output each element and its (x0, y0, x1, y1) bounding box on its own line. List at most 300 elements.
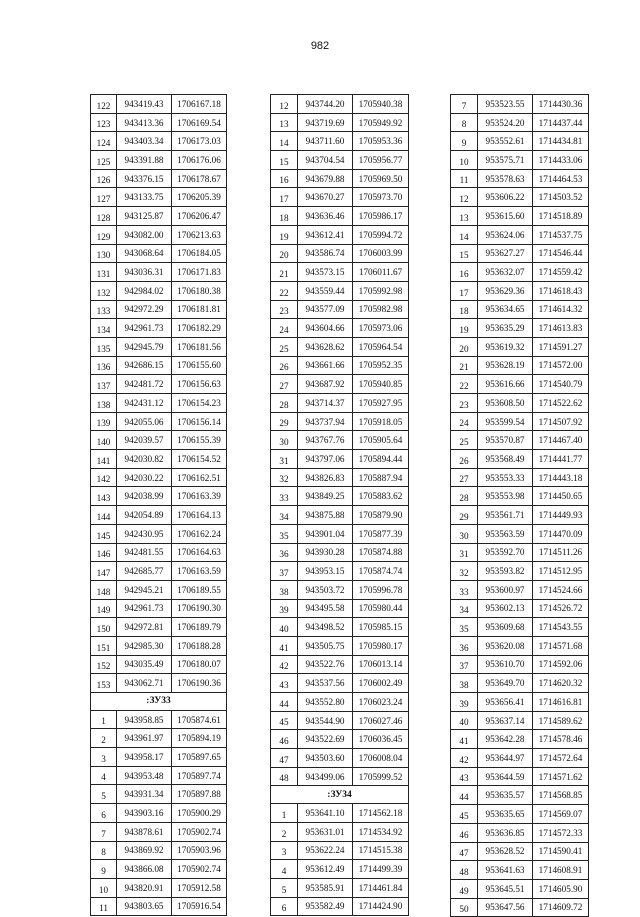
y-coordinate-cell: 1714511.26 (533, 543, 589, 562)
x-coordinate-cell: 953553.98 (478, 487, 533, 506)
table-row (451, 412, 589, 431)
table-row (271, 225, 409, 244)
x-coordinate-cell: 953578.63 (478, 169, 533, 188)
y-coordinate-cell: 1706184.05 (172, 244, 227, 263)
table-row (271, 468, 409, 487)
point-number-cell: 7 (91, 822, 117, 841)
point-number-cell: 50 (451, 898, 478, 917)
point-number-cell: 32 (271, 468, 298, 487)
table-row (451, 730, 589, 749)
table-row (91, 225, 227, 244)
y-coordinate-cell: 1705874.88 (353, 543, 409, 562)
table-row (271, 450, 409, 469)
x-coordinate-cell: 942481.72 (117, 375, 172, 394)
x-coordinate-cell: 943826.83 (298, 468, 353, 487)
y-coordinate-cell: 1706155.60 (172, 356, 227, 375)
x-coordinate-cell: 943711.60 (298, 132, 353, 151)
point-number-cell: 4 (91, 766, 117, 785)
point-number-cell: 27 (451, 468, 478, 487)
y-coordinate-cell: 1706003.99 (353, 244, 409, 263)
point-number-cell: 14 (451, 225, 478, 244)
x-coordinate-cell: 943737.94 (298, 412, 353, 431)
table-row (271, 188, 409, 207)
y-coordinate-cell: 1705982.98 (353, 300, 409, 319)
y-coordinate-cell: 1705902.74 (172, 822, 227, 841)
y-coordinate-cell: 1714540.79 (533, 375, 589, 394)
x-coordinate-cell: 953622.24 (298, 841, 353, 860)
point-number-cell: 137 (91, 375, 117, 394)
point-number-cell: 133 (91, 300, 117, 319)
x-coordinate-cell: 942984.02 (117, 281, 172, 300)
x-coordinate-cell: 953644.59 (478, 767, 533, 786)
point-number-cell: 21 (271, 263, 298, 282)
table-row (271, 300, 409, 319)
point-number-cell: 49 (451, 879, 478, 898)
y-coordinate-cell: 1714441.77 (533, 450, 589, 469)
y-coordinate-cell: 1714613.83 (533, 319, 589, 338)
x-coordinate-cell: 953612.49 (298, 860, 353, 879)
y-coordinate-cell: 1706163.59 (172, 562, 227, 581)
y-coordinate-cell: 1706154.23 (172, 394, 227, 413)
point-number-cell: 2 (271, 822, 298, 841)
table-row (451, 431, 589, 450)
point-number-cell: 30 (451, 524, 478, 543)
point-number-cell: 25 (271, 337, 298, 356)
x-coordinate-cell: 953635.65 (478, 805, 533, 824)
point-number-cell: 41 (451, 730, 478, 749)
point-number-cell: 33 (451, 580, 478, 599)
point-number-cell: 47 (451, 842, 478, 861)
table-row (451, 562, 589, 581)
table-row (451, 711, 589, 730)
y-coordinate-cell: 1705927.95 (353, 394, 409, 413)
x-coordinate-cell: 943714.37 (298, 394, 353, 413)
table-row (91, 655, 227, 674)
table-row (271, 580, 409, 599)
x-coordinate-cell: 953628.52 (478, 842, 533, 861)
y-coordinate-cell: 1714515.38 (353, 841, 409, 860)
y-coordinate-cell: 1706036.45 (353, 730, 409, 749)
x-coordinate-cell: 953609.68 (478, 618, 533, 637)
point-number-cell: 37 (271, 562, 298, 581)
y-coordinate-cell: 1714499.39 (353, 860, 409, 879)
point-number-cell: 135 (91, 337, 117, 356)
table-row (451, 599, 589, 618)
y-coordinate-cell: 1714470.09 (533, 524, 589, 543)
table-row (91, 729, 227, 748)
y-coordinate-cell: 1705952.35 (353, 356, 409, 375)
x-coordinate-cell: 943552.80 (298, 693, 353, 712)
table-row (91, 580, 227, 599)
table-row (271, 375, 409, 394)
y-coordinate-cell: 1705874.74 (353, 562, 409, 581)
y-coordinate-cell: 1706162.51 (172, 468, 227, 487)
x-coordinate-cell: 943419.43 (117, 95, 172, 114)
y-coordinate-cell: 1705940.85 (353, 375, 409, 394)
table-row (91, 431, 227, 450)
y-coordinate-cell: 1714449.93 (533, 506, 589, 525)
x-coordinate-cell: 943958.17 (117, 748, 172, 767)
y-coordinate-cell: 1705902.74 (172, 860, 227, 879)
x-coordinate-cell: 943670.27 (298, 188, 353, 207)
point-number-cell: 142 (91, 468, 117, 487)
x-coordinate-cell: 943878.61 (117, 822, 172, 841)
table-row (91, 860, 227, 879)
x-coordinate-cell: 942030.22 (117, 468, 172, 487)
point-number-cell: 6 (91, 804, 117, 823)
point-number-cell: 8 (451, 113, 478, 132)
x-coordinate-cell: 953563.59 (478, 524, 533, 543)
y-coordinate-cell: 1705883.62 (353, 487, 409, 506)
point-number-cell: 8 (91, 841, 117, 860)
x-coordinate-cell: 943958.85 (117, 710, 172, 729)
table-row (451, 636, 589, 655)
x-coordinate-cell: 942039.57 (117, 431, 172, 450)
point-number-cell: 3 (91, 748, 117, 767)
y-coordinate-cell: 1706181.56 (172, 337, 227, 356)
x-coordinate-cell: 953628.19 (478, 356, 533, 375)
table-row (91, 300, 227, 319)
y-coordinate-cell: 1706011.67 (353, 263, 409, 282)
point-number-cell: 41 (271, 636, 298, 655)
point-number-cell: 14 (271, 132, 298, 151)
point-number-cell: 35 (271, 524, 298, 543)
table-row (451, 823, 589, 842)
point-number-cell: 1 (271, 804, 298, 823)
x-coordinate-cell: 953642.28 (478, 730, 533, 749)
point-number-cell: 29 (271, 412, 298, 431)
point-number-cell: 19 (451, 319, 478, 338)
x-coordinate-cell: 953656.41 (478, 693, 533, 712)
y-coordinate-cell: 1714592.06 (533, 655, 589, 674)
point-number-cell: 4 (271, 860, 298, 879)
x-coordinate-cell: 953599.54 (478, 412, 533, 431)
table-row (451, 450, 589, 469)
y-coordinate-cell: 1706176.06 (172, 151, 227, 170)
y-coordinate-cell: 1714569.07 (533, 805, 589, 824)
table-row (91, 804, 227, 823)
y-coordinate-cell: 1705992.98 (353, 281, 409, 300)
table-row (271, 244, 409, 263)
point-number-cell: 12 (271, 95, 298, 114)
table-row (451, 337, 589, 356)
table-row (271, 674, 409, 693)
x-coordinate-cell: 953637.14 (478, 711, 533, 730)
y-coordinate-cell: 1714618.43 (533, 281, 589, 300)
point-number-cell: 149 (91, 599, 117, 618)
x-coordinate-cell: 943503.60 (298, 749, 353, 768)
table-row (271, 263, 409, 282)
x-coordinate-cell: 943719.69 (298, 113, 353, 132)
y-coordinate-cell: 1714616.81 (533, 693, 589, 712)
table-row (271, 487, 409, 506)
point-number-cell: 122 (91, 95, 117, 114)
x-coordinate-cell: 943391.88 (117, 151, 172, 170)
y-coordinate-cell: 1714608.91 (533, 861, 589, 880)
y-coordinate-cell: 1705969.50 (353, 169, 409, 188)
y-coordinate-cell: 1706164.63 (172, 543, 227, 562)
x-coordinate-cell: 943376.15 (117, 169, 172, 188)
point-number-cell: 147 (91, 562, 117, 581)
point-number-cell: 15 (451, 244, 478, 263)
table-row (91, 95, 227, 114)
point-number-cell: 146 (91, 543, 117, 562)
y-coordinate-cell: 1705949.92 (353, 113, 409, 132)
x-coordinate-cell: 943953.48 (117, 766, 172, 785)
table-row (91, 450, 227, 469)
y-coordinate-cell: 1714578.46 (533, 730, 589, 749)
point-number-cell: 37 (451, 655, 478, 674)
section-header: :ЗУ34 (271, 786, 409, 804)
x-coordinate-cell: 943704.54 (298, 151, 353, 170)
x-coordinate-cell: 942961.73 (117, 319, 172, 338)
y-coordinate-cell: 1706180.38 (172, 281, 227, 300)
y-coordinate-cell: 1714568.85 (533, 786, 589, 805)
table-row (271, 711, 409, 730)
point-number-cell: 9 (451, 132, 478, 151)
x-coordinate-cell: 953624.06 (478, 225, 533, 244)
point-number-cell: 40 (271, 618, 298, 637)
y-coordinate-cell: 1705912.58 (172, 878, 227, 897)
x-coordinate-cell: 943082.00 (117, 225, 172, 244)
table-row (271, 319, 409, 338)
y-coordinate-cell: 1706180.07 (172, 655, 227, 674)
point-number-cell: 46 (271, 730, 298, 749)
table-row (271, 767, 409, 786)
x-coordinate-cell: 942972.81 (117, 618, 172, 637)
x-coordinate-cell: 943577.09 (298, 300, 353, 319)
x-coordinate-cell: 943931.34 (117, 785, 172, 804)
x-coordinate-cell: 943903.16 (117, 804, 172, 823)
x-coordinate-cell: 943499.06 (298, 767, 353, 786)
y-coordinate-cell: 1706013.14 (353, 655, 409, 674)
y-coordinate-cell: 1706190.30 (172, 599, 227, 618)
x-coordinate-cell: 953570.87 (478, 431, 533, 450)
point-number-cell: 23 (451, 394, 478, 413)
point-number-cell: 45 (271, 711, 298, 730)
y-coordinate-cell: 1714524.66 (533, 580, 589, 599)
y-coordinate-cell: 1714518.89 (533, 207, 589, 226)
point-number-cell: 42 (451, 749, 478, 768)
point-number-cell: 5 (271, 878, 298, 897)
table-row (271, 356, 409, 375)
section-header-row (271, 786, 409, 804)
y-coordinate-cell: 1706156.63 (172, 375, 227, 394)
point-number-cell: 39 (271, 599, 298, 618)
point-number-cell: 125 (91, 151, 117, 170)
point-number-cell: 47 (271, 749, 298, 768)
point-number-cell: 38 (271, 580, 298, 599)
y-coordinate-cell: 1714609.72 (533, 898, 589, 917)
y-coordinate-cell: 1714450.65 (533, 487, 589, 506)
x-coordinate-cell: 943679.88 (298, 169, 353, 188)
point-number-cell: 150 (91, 618, 117, 637)
table-row (271, 95, 409, 114)
table-row (451, 113, 589, 132)
table-row (451, 861, 589, 880)
table-row (271, 431, 409, 450)
y-coordinate-cell: 1714546.44 (533, 244, 589, 263)
point-number-cell: 17 (451, 281, 478, 300)
table-row (91, 487, 227, 506)
y-coordinate-cell: 1705918.05 (353, 412, 409, 431)
y-coordinate-cell: 1706023.24 (353, 693, 409, 712)
table-row (451, 618, 589, 637)
table-row (451, 580, 589, 599)
y-coordinate-cell: 1706173.03 (172, 132, 227, 151)
x-coordinate-cell: 943068.64 (117, 244, 172, 263)
point-number-cell: 26 (451, 450, 478, 469)
y-coordinate-cell: 1714559.42 (533, 263, 589, 282)
table-row (271, 169, 409, 188)
table-row (451, 151, 589, 170)
table-row (451, 767, 589, 786)
table-row (451, 263, 589, 282)
point-number-cell: 15 (271, 151, 298, 170)
table-row (91, 710, 227, 729)
y-coordinate-cell: 1705900.29 (172, 804, 227, 823)
y-coordinate-cell: 1706171.83 (172, 263, 227, 282)
y-coordinate-cell: 1705973.06 (353, 319, 409, 338)
table-row (451, 842, 589, 861)
x-coordinate-cell: 943744.20 (298, 95, 353, 114)
x-coordinate-cell: 953641.63 (478, 861, 533, 880)
y-coordinate-cell: 1706155.39 (172, 431, 227, 450)
point-number-cell: 144 (91, 506, 117, 525)
x-coordinate-cell: 942985.30 (117, 636, 172, 655)
point-number-cell: 39 (451, 693, 478, 712)
y-coordinate-cell: 1705956.77 (353, 151, 409, 170)
y-coordinate-cell: 1706190.36 (172, 674, 227, 693)
point-number-cell: 140 (91, 431, 117, 450)
y-coordinate-cell: 1714443.18 (533, 468, 589, 487)
y-coordinate-cell: 1706189.55 (172, 580, 227, 599)
y-coordinate-cell: 1706027.46 (353, 711, 409, 730)
table-row (451, 319, 589, 338)
table-row (271, 281, 409, 300)
x-coordinate-cell: 953647.56 (478, 898, 533, 917)
point-number-cell: 10 (91, 878, 117, 897)
y-coordinate-cell: 1714433.06 (533, 151, 589, 170)
x-coordinate-cell: 943498.52 (298, 618, 353, 637)
x-coordinate-cell: 943522.76 (298, 655, 353, 674)
table-row (91, 188, 227, 207)
table-row (271, 337, 409, 356)
point-number-cell: 40 (451, 711, 478, 730)
x-coordinate-cell: 953644.97 (478, 749, 533, 768)
table-row (271, 804, 409, 823)
x-coordinate-cell: 943803.65 (117, 897, 172, 916)
y-coordinate-cell: 1705887.94 (353, 468, 409, 487)
table-row (91, 132, 227, 151)
point-number-cell: 11 (451, 169, 478, 188)
x-coordinate-cell: 943866.08 (117, 860, 172, 879)
y-coordinate-cell: 1705905.64 (353, 431, 409, 450)
y-coordinate-cell: 1705894.19 (172, 729, 227, 748)
x-coordinate-cell: 942431.12 (117, 394, 172, 413)
x-coordinate-cell: 953620.08 (478, 636, 533, 655)
x-coordinate-cell: 953600.97 (478, 580, 533, 599)
x-coordinate-cell: 953524.20 (478, 113, 533, 132)
x-coordinate-cell: 943544.90 (298, 711, 353, 730)
table-row (271, 841, 409, 860)
x-coordinate-cell: 943403.34 (117, 132, 172, 151)
point-number-cell: 48 (451, 861, 478, 880)
y-coordinate-cell: 1705940.38 (353, 95, 409, 114)
table-row (271, 693, 409, 712)
table-row (271, 132, 409, 151)
table-row (91, 636, 227, 655)
table-row (451, 898, 589, 917)
table-row (451, 394, 589, 413)
point-number-cell: 45 (451, 805, 478, 824)
table-row (91, 375, 227, 394)
y-coordinate-cell: 1706182.29 (172, 319, 227, 338)
point-number-cell: 42 (271, 655, 298, 674)
table-row (91, 878, 227, 897)
y-coordinate-cell: 1706002.49 (353, 674, 409, 693)
y-coordinate-cell: 1706189.79 (172, 618, 227, 637)
table-row (451, 543, 589, 562)
x-coordinate-cell: 943636.46 (298, 207, 353, 226)
x-coordinate-cell: 943036.31 (117, 263, 172, 282)
y-coordinate-cell: 1706205.39 (172, 188, 227, 207)
y-coordinate-cell: 1705980.44 (353, 599, 409, 618)
y-coordinate-cell: 1714503.52 (533, 188, 589, 207)
x-coordinate-cell: 953592.70 (478, 543, 533, 562)
x-coordinate-cell: 943612.41 (298, 225, 353, 244)
x-coordinate-cell: 943869.92 (117, 841, 172, 860)
y-coordinate-cell: 1706008.04 (353, 749, 409, 768)
x-coordinate-cell: 953632.07 (478, 263, 533, 282)
point-number-cell: 13 (271, 113, 298, 132)
y-coordinate-cell: 1705874.61 (172, 710, 227, 729)
y-coordinate-cell: 1714590.41 (533, 842, 589, 861)
point-number-cell: 35 (451, 618, 478, 637)
point-number-cell: 34 (451, 599, 478, 618)
table-row (451, 506, 589, 525)
table-row (271, 394, 409, 413)
x-coordinate-cell: 943559.44 (298, 281, 353, 300)
table-row (271, 506, 409, 525)
x-coordinate-cell: 942972.29 (117, 300, 172, 319)
point-number-cell: 31 (451, 543, 478, 562)
point-number-cell: 136 (91, 356, 117, 375)
y-coordinate-cell: 1705879.90 (353, 506, 409, 525)
x-coordinate-cell: 953552.61 (478, 132, 533, 151)
point-number-cell: 123 (91, 113, 117, 132)
point-number-cell: 139 (91, 412, 117, 431)
x-coordinate-cell: 942038.99 (117, 487, 172, 506)
x-coordinate-cell: 942961.73 (117, 599, 172, 618)
x-coordinate-cell: 943953.15 (298, 562, 353, 581)
point-number-cell: 130 (91, 244, 117, 263)
x-coordinate-cell: 953616.66 (478, 375, 533, 394)
table-row (91, 674, 227, 693)
x-coordinate-cell: 953636.85 (478, 823, 533, 842)
x-coordinate-cell: 943522.69 (298, 730, 353, 749)
point-number-cell: 26 (271, 356, 298, 375)
point-number-cell: 2 (91, 729, 117, 748)
y-coordinate-cell: 1714467.40 (533, 431, 589, 450)
point-number-cell: 3 (271, 841, 298, 860)
x-coordinate-cell: 942030.82 (117, 450, 172, 469)
y-coordinate-cell: 1706213.63 (172, 225, 227, 244)
table-row (91, 748, 227, 767)
x-coordinate-cell: 943413.36 (117, 113, 172, 132)
x-coordinate-cell: 942481.55 (117, 543, 172, 562)
y-coordinate-cell: 1714522.62 (533, 394, 589, 413)
